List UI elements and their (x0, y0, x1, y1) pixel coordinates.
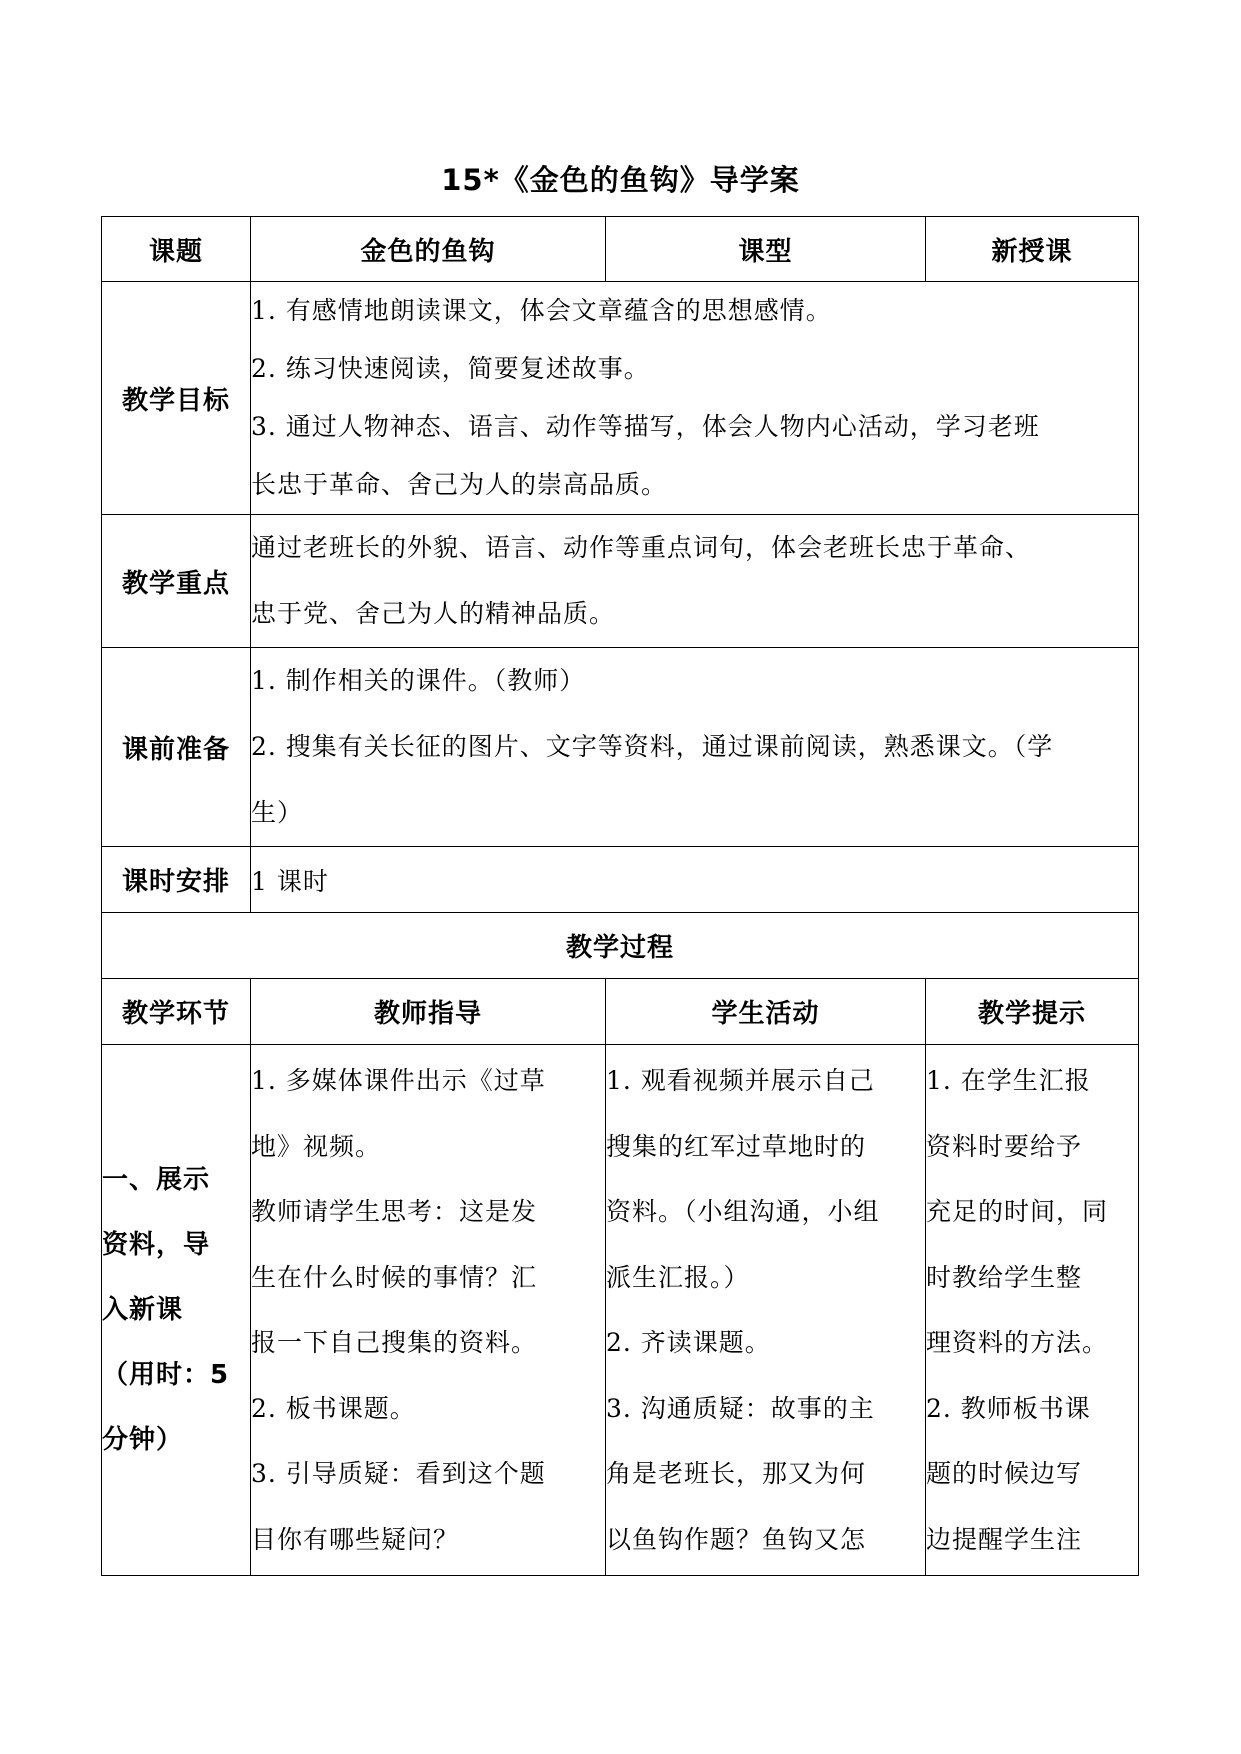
stage-label (102, 1045, 251, 1576)
schedule-row (102, 847, 1139, 913)
schedule-value: 1 课时 (251, 847, 1139, 913)
teacher-guidance-content (251, 1045, 606, 1576)
stage-row (102, 1045, 1139, 1576)
teacher-line: 地》视频。 (251, 1131, 382, 1161)
teacher-line: 教师请学生思考：这是发 (251, 1197, 538, 1226)
student-line: 搜集的红军过草地时的 (606, 1131, 867, 1161)
objective-line: 长忠于革命、舍己为人的崇高品质。 (251, 470, 668, 499)
objective-line: 1. 有感情地朗读课文，体会文章蕴含的思想感情。 (251, 296, 832, 325)
tips-line: 2. 教师板书课 (926, 1393, 1091, 1423)
preparation-line: 1. 制作相关的课件。（教师） (251, 666, 586, 695)
key-points-label: 教学重点 (102, 515, 251, 648)
key-points-row (102, 515, 1139, 648)
preparation-label: 课前准备 (102, 648, 251, 847)
tips-line: 资料时要给予 (926, 1131, 1083, 1161)
stage-label-line: 入新课 (102, 1294, 184, 1325)
preparation-content (251, 648, 1139, 847)
student-line: 资料。（小组沟通，小组 (606, 1197, 880, 1226)
tips-line: 充足的时间，同 (926, 1197, 1109, 1226)
tips-line: 题的时候边写 (926, 1459, 1083, 1488)
preparation-line: 生） (251, 798, 304, 827)
objectives-label: 教学目标 (102, 282, 251, 515)
tips-line: 1. 在学生汇报 (926, 1066, 1091, 1095)
student-line: 派生汇报。） (606, 1262, 750, 1292)
teacher-line: 2. 板书课题。 (251, 1393, 416, 1423)
column-teacher-guidance: 教师指导 (251, 979, 606, 1045)
document-title: 15*《金色的鱼钩》导学案 (441, 163, 800, 197)
student-line: 角是老班长，那又为何 (606, 1459, 867, 1488)
teacher-line: 1. 多媒体课件出示《过草 (251, 1066, 546, 1095)
stage-label-line: 分钟） (102, 1424, 184, 1455)
student-line: 3. 沟通质疑：故事的主 (606, 1393, 875, 1423)
objectives-content (251, 282, 1139, 515)
student-line: 2. 齐读课题。 (606, 1328, 771, 1357)
teacher-line: 报一下自己搜集的资料。 (251, 1328, 538, 1357)
column-teaching-tips: 教学提示 (926, 979, 1139, 1045)
student-line: 以鱼钩作题？鱼钩又怎 (606, 1524, 867, 1554)
lesson-plan-table (101, 216, 1139, 1576)
tips-line: 边提醒学生注 (926, 1524, 1083, 1554)
tips-line: 理资料的方法。 (926, 1328, 1109, 1357)
column-student-activity: 学生活动 (606, 979, 926, 1045)
process-title-row (102, 913, 1139, 979)
topic-value: 金色的鱼钩 (251, 217, 606, 282)
teacher-line: 生在什么时候的事情？汇 (251, 1262, 538, 1292)
schedule-label: 课时安排 (102, 847, 251, 913)
teaching-tips-content (926, 1045, 1139, 1576)
objective-line: 3. 通过人物神态、语言、动作等描写，体会人物内心活动，学习老班 (251, 412, 1040, 441)
teacher-line: 3. 引导质疑：看到这个题 (251, 1459, 546, 1488)
process-title: 教学过程 (102, 913, 1139, 979)
header-row (102, 217, 1139, 282)
objectives-row (102, 282, 1139, 515)
teacher-line: 目你有哪些疑问？ (251, 1524, 460, 1554)
key-point-line: 通过老班长的外貌、语言、动作等重点词句，体会老班长忠于革命、 (251, 533, 1032, 562)
preparation-line: 2. 搜集有关长征的图片、文字等资料，通过课前阅读，熟悉课文。（学 (251, 732, 1054, 761)
key-point-line: 忠于党、舍己为人的精神品质。 (251, 599, 616, 628)
process-columns-row (102, 979, 1139, 1045)
stage-label-line: 一、展示 (102, 1164, 211, 1195)
stage-label-line: （用时：5 (102, 1359, 230, 1390)
type-value: 新授课 (926, 217, 1139, 282)
tips-line: 时教给学生整 (926, 1262, 1083, 1292)
type-label: 课型 (606, 217, 926, 282)
objective-line: 2. 练习快速阅读，简要复述故事。 (251, 354, 650, 383)
column-stage: 教学环节 (102, 979, 251, 1045)
preparation-row (102, 648, 1139, 847)
topic-label: 课题 (102, 217, 251, 282)
stage-label-line: 资料，导 (102, 1229, 211, 1260)
student-line: 1. 观看视频并展示自己 (606, 1066, 875, 1095)
key-points-content (251, 515, 1139, 648)
student-activity-content (606, 1045, 926, 1576)
